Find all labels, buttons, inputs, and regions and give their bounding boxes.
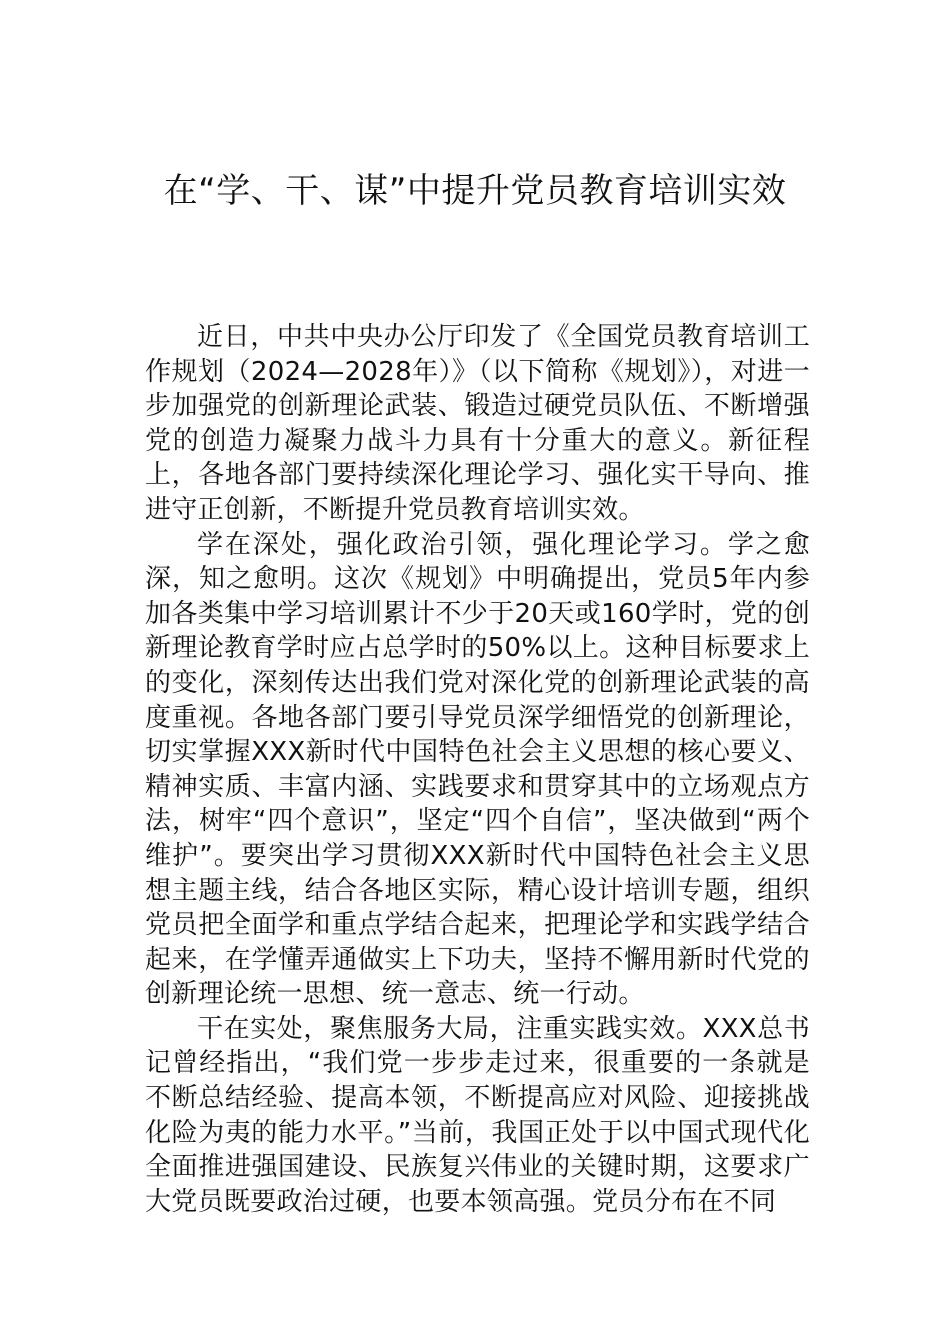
paragraph-practice: 干在实处，聚焦服务大局，注重实践实效。XXX总书记曾经指出，“我们党一步步走过来，很重要的一条就是不断总结经验、提高本领，不断提高应对风险、迎接挑战化险为夷的能力水平。”当前，我国正处于以中国式现代化全面推进强国建设、民族复兴伟业的关键时期，这要求广大党员既要政治过硬，也要本领高强。党员分布在不同	[145, 1013, 810, 1217]
paragraph-study: 学在深处，强化政治引领，强化理论学习。学之愈深，知之愈明。这次《规划》中明确提出，党员5年内参加各类集中学习培训累计不少于20天或160学时，党的创新理论教育学时应占总学时的50%以上。这种目标要求上的变化，深刻传达出我们党对深化党的创新理论武装的高度重视。各地各部门要引导党员深学细悟党的创新理论，切实掌握XXX新时代中国特色社会主义思想的核心要义、精神实质、丰富内涵、实践要求和贯穿其中的立场观点方法，树牢“四个意识”，坚定“四个自信”，坚决做到“两个维护”。要突出学习贯彻XXX新时代中国特色社会主义思想主题主线，结合各地区实际，精心设计培训专题，组织党员把全面学和重点学结合起来，把理论学和实践学结合起来，在学懂弄通做实上下功夫，坚持不懈用新时代党的创新理论统一思想、统一意志、统一行动。	[145, 529, 810, 1010]
paragraph-intro: 近日，中共中央办公厅印发了《全国党员教育培训工作规划（2024—2028年）》（以下简称《规划》），对进一步加强党的创新理论武装、锻造过硬党员队伍、不断增强党的创造力凝聚力战斗力具有十分重大的意义。新征程上，各地各部门要持续深化理论学习、强化实干导向、推进守正创新，不断提升党员教育培训实效。	[145, 322, 810, 525]
document-body	[145, 320, 810, 1219]
document-title: 在“学、干、谋”中提升党员教育培训实效	[163, 171, 787, 211]
